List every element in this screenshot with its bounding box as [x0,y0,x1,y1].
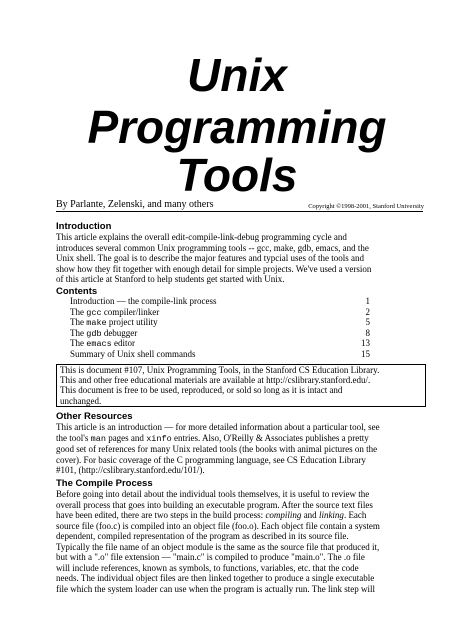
text-line: show how they fit together with enough detail for simple projects. We've used a version [56,263,372,274]
toc-row [70,307,370,318]
introduction-heading: Introduction [56,221,112,232]
toc-page: 8 [365,327,370,338]
emphasis-run: compiling [265,510,302,520]
authors: By Parlante, Zelenski, and many others [56,199,214,210]
text-line: source file (foo.c) is compiled into an object file (foo.o). Each object file contain a system [56,520,380,531]
toc-page: 15 [361,348,370,359]
text-line: This article is an introduction — for more detailed information about a particular tool, see [56,422,380,432]
text-line: unchanged. [60,395,102,406]
text-line: This is document #107, Unix Programming Tools, in the Stanford CS Education Library. [60,365,380,375]
text-run: the tool's [56,432,91,443]
toc-page: 5 [365,317,370,327]
toc-label-code: make [86,318,107,328]
text-run: entries. Also, O'Reilly & Associates publishes a pretty [171,432,369,443]
text-line: needs. The individual object files are then linked together to produce a single executable [56,573,375,583]
toc-label-text: debugger [101,327,138,338]
emphasis-run: linking [318,510,344,520]
toc-label-code: emacs [86,339,112,349]
compile-process-heading: The Compile Process [56,478,153,489]
contents-heading: Contents [56,286,98,297]
toc-label-text: The [70,306,87,317]
toc-label-text: Summary of Unix shell commands [70,348,196,359]
library-notice-box [56,364,426,407]
toc-label [70,296,216,307]
text-run: have been edited, there are two steps in the build process: [56,510,266,520]
text-line: will include references, known as symbols, to functions, variables, etc. that the code [56,562,359,573]
toc-label-text: compiler/linker [101,306,160,317]
other-resources-text [56,422,428,476]
text-line: dependent, compiled representation of the program as described in its source file. [56,531,349,541]
toc-row [70,317,370,328]
text-line: Typically the file name of an object module is the same as the source file that produced it, [56,541,380,552]
text-line: overall process that goes into building an executable program. After the source text files [56,499,373,510]
code-run: man [90,433,106,444]
code-run: xinfo [146,433,172,444]
toc-label-code: gdb [86,328,102,339]
toc-page: 1 [365,296,370,306]
other-resources-heading: Other Resources [56,411,133,422]
title-line-3: Tools [176,149,298,201]
introduction-text [56,232,428,285]
toc-page: 13 [361,338,370,348]
text-line [56,510,428,521]
toc-row [70,349,370,360]
text-line: Unix shell. The goal is to describe the major features and typcial uses of the tools and [56,253,365,263]
toc-row [70,338,370,349]
text-line: introduces several common Unix programming tools -- gcc, make, gdb, emacs, and the [56,242,369,253]
text-line: This document is free to be used, reproduced, or sold so long as it is intact and [60,385,343,396]
toc-row [70,296,370,307]
text-line: file which the system loader can use when the program is actually run. The link step will [56,583,375,594]
title-line-2: Programming [87,101,387,153]
text-line: good set of references for many Unix related tools (the books with animal pictures on the [56,444,378,454]
toc-label-text: The [70,338,87,348]
text-line: #101, (http://cslibrary.stanford.edu/101/). [56,465,205,475]
title-line-1: Unix [187,49,287,101]
text-line: This and other free educational materials are available at http://cslibrary.stanford.edu/. [60,375,371,386]
toc-label [70,349,196,360]
toc-label-text: editor [111,338,136,348]
title-rule [56,211,423,212]
toc-label-text: The [70,317,87,327]
toc-label-text: The [70,327,87,338]
copyright: Copyright ©1998-2001, Stanford University [308,203,424,210]
text-line: Before going into detail about the individual tools themselves, it is useful to review the [56,489,370,499]
compile-process-text [56,489,428,594]
toc-label-text: project utility [106,317,158,327]
text-line: of this article at Stanford to help students get started with Unix. [56,274,285,284]
text-run: and [301,510,319,520]
text-run: pages and [105,432,147,443]
toc-row [70,328,370,339]
text-line [56,433,428,445]
text-line: This article explains the overall edit-compile-link-debug programming cycle and [56,232,347,242]
text-line: but with a ".o" file extension — "main.c" is compiled to produce "main.o". The .o file [56,552,365,562]
toc-label-text: Introduction — the compile-link process [70,296,217,306]
toc-page: 2 [365,306,370,317]
table-of-contents [70,296,370,359]
text-line: cover). For basic coverage of the C programming language, see CS Education Library [56,454,366,465]
toc-label-code: gcc [86,307,102,318]
text-run: . Each [343,510,367,520]
